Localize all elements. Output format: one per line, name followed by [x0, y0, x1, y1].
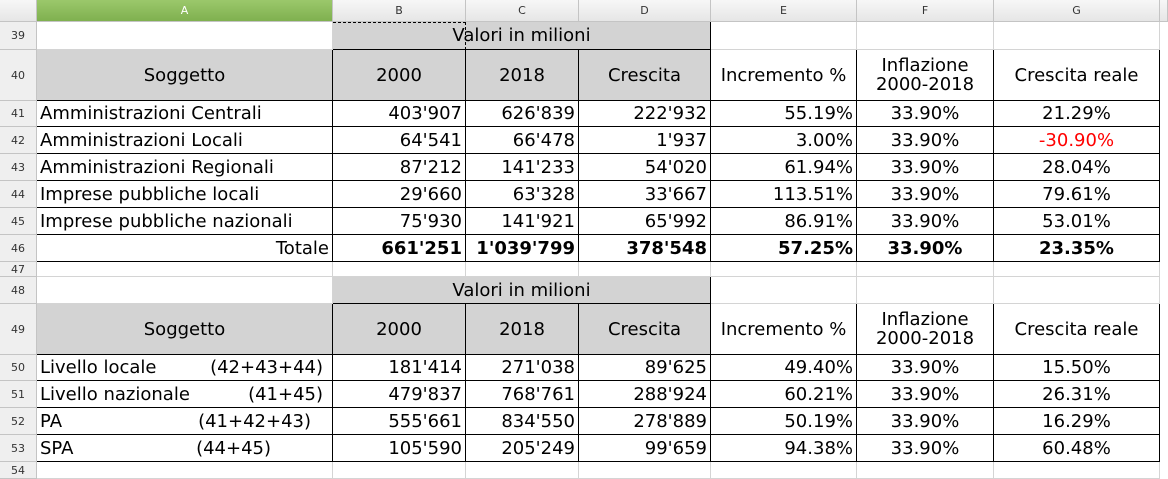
row-header-43[interactable]: 43: [0, 154, 37, 181]
column-header-d[interactable]: D: [579, 0, 711, 22]
value-crescita[interactable]: 54'020: [579, 154, 711, 181]
header-2018-t2[interactable]: 2018: [466, 304, 579, 355]
row-label[interactable]: [37, 435, 333, 462]
row-header-54[interactable]: 54: [0, 462, 37, 479]
header-incremento-t2[interactable]: Incremento %: [711, 304, 857, 355]
row-header-49[interactable]: 49: [0, 304, 37, 355]
header-inflazione-t2[interactable]: [857, 304, 994, 355]
header-incremento-t1[interactable]: Incremento %: [711, 50, 857, 101]
value-incremento[interactable]: 50.19%: [711, 408, 857, 435]
value-2000[interactable]: 105'590: [333, 435, 466, 462]
value-2000[interactable]: 661'251: [333, 235, 466, 262]
header-soggetto-t2[interactable]: Soggetto: [37, 304, 333, 355]
cell-g39[interactable]: [994, 22, 1160, 50]
value-inflazione[interactable]: 33.90%: [857, 127, 994, 154]
value-2000[interactable]: 64'541: [333, 127, 466, 154]
header-inflazione-line2: 2000-2018: [875, 74, 975, 95]
value-2018[interactable]: 626'839: [466, 101, 579, 127]
cell-empty-54[interactable]: [857, 462, 994, 479]
row-label-formula: (41+42+43): [198, 410, 311, 432]
value-incremento[interactable]: 55.19%: [711, 101, 857, 127]
value-crescita-reale[interactable]: 16.29%: [994, 408, 1160, 435]
header-inflazione-line1: Inflazione: [881, 309, 969, 330]
value-2018[interactable]: 271'038: [466, 355, 579, 381]
header-2000-t1[interactable]: 2000: [333, 50, 466, 101]
header-crescita-reale-t1[interactable]: Crescita reale: [994, 50, 1160, 101]
value-2018[interactable]: 768'761: [466, 381, 579, 408]
column-header-g[interactable]: G: [994, 0, 1160, 22]
value-incremento[interactable]: 61.94%: [711, 154, 857, 181]
cell-empty-47[interactable]: [857, 262, 994, 277]
values-title-1[interactable]: Valori in milioni: [333, 22, 711, 50]
value-2018[interactable]: 141'233: [466, 154, 579, 181]
header-inflazione-t1[interactable]: [857, 50, 994, 101]
row-label[interactable]: Totale: [37, 235, 333, 262]
cell-a48[interactable]: [37, 277, 333, 304]
cell-empty-54[interactable]: [579, 462, 711, 479]
value-2018[interactable]: 834'550: [466, 408, 579, 435]
row-header-51[interactable]: 51: [0, 381, 37, 408]
value-inflazione[interactable]: 33.90%: [857, 235, 994, 262]
cell-empty-47[interactable]: [579, 262, 711, 277]
row-header-42[interactable]: 42: [0, 127, 37, 154]
cell-empty-47[interactable]: [37, 262, 333, 277]
value-crescita[interactable]: 65'992: [579, 208, 711, 235]
row-header-46[interactable]: 46: [0, 235, 37, 262]
value-incremento[interactable]: 49.40%: [711, 355, 857, 381]
row-header-52[interactable]: 52: [0, 408, 37, 435]
cell-empty-47[interactable]: [466, 262, 579, 277]
header-crescita-reale-t2[interactable]: Crescita reale: [994, 304, 1160, 355]
cell-e39[interactable]: [711, 22, 857, 50]
row-header-41[interactable]: 41: [0, 101, 37, 127]
value-crescita[interactable]: 278'889: [579, 408, 711, 435]
value-incremento[interactable]: 94.38%: [711, 435, 857, 462]
values-title-2[interactable]: Valori in milioni: [333, 277, 711, 304]
value-crescita[interactable]: 1'937: [579, 127, 711, 154]
value-2018[interactable]: 63'328: [466, 181, 579, 208]
value-2000[interactable]: 75'930: [333, 208, 466, 235]
column-header-a[interactable]: A: [37, 0, 333, 22]
row-header-44[interactable]: 44: [0, 181, 37, 208]
row-label-text: Livello locale: [40, 357, 157, 378]
row-label[interactable]: [37, 381, 333, 408]
column-header-filler: [1160, 0, 1168, 22]
column-header-e[interactable]: E: [711, 0, 857, 22]
value-crescita[interactable]: 33'667: [579, 181, 711, 208]
row-header-39[interactable]: 39: [0, 22, 37, 50]
row-label-text: Livello nazionale: [40, 383, 190, 405]
value-2000[interactable]: 403'907: [333, 101, 466, 127]
column-header-f[interactable]: F: [857, 0, 994, 22]
row-label-formula: (44+45): [196, 437, 271, 459]
value-crescita-reale[interactable]: 23.35%: [994, 235, 1160, 262]
value-2000[interactable]: 29'660: [333, 181, 466, 208]
value-2000[interactable]: 181'414: [333, 355, 466, 381]
value-inflazione[interactable]: 33.90%: [857, 408, 994, 435]
value-inflazione[interactable]: 33.90%: [857, 181, 994, 208]
cell-a39[interactable]: [37, 22, 333, 50]
value-inflazione[interactable]: 33.90%: [857, 435, 994, 462]
value-2000[interactable]: 479'837: [333, 381, 466, 408]
value-inflazione[interactable]: 33.90%: [857, 101, 994, 127]
cell-empty-47[interactable]: [333, 262, 466, 277]
row-label-text: PA: [40, 410, 63, 432]
value-incremento[interactable]: 60.21%: [711, 381, 857, 408]
value-incremento[interactable]: 113.51%: [711, 181, 857, 208]
header-crescita-t1[interactable]: Crescita: [579, 50, 711, 101]
value-crescita[interactable]: 378'548: [579, 235, 711, 262]
value-2018[interactable]: 205'249: [466, 435, 579, 462]
cell-e48[interactable]: [711, 277, 857, 304]
value-inflazione[interactable]: 33.90%: [857, 154, 994, 181]
value-crescita[interactable]: 288'924: [579, 381, 711, 408]
row-label[interactable]: [37, 355, 333, 381]
value-crescita-reale[interactable]: 60.48%: [994, 435, 1160, 462]
value-2018[interactable]: 66'478: [466, 127, 579, 154]
value-incremento[interactable]: 86.91%: [711, 208, 857, 235]
value-incremento[interactable]: 3.00%: [711, 127, 857, 154]
value-crescita-reale[interactable]: 26.31%: [994, 381, 1160, 408]
row-label[interactable]: Amministrazioni Regionali: [37, 154, 333, 181]
value-2018[interactable]: 141'921: [466, 208, 579, 235]
row-header-40[interactable]: 40: [0, 50, 37, 101]
select-all-corner[interactable]: [0, 0, 37, 22]
header-inflazione-line2: 2000-2018: [875, 328, 975, 349]
cell-g48[interactable]: [994, 277, 1160, 304]
value-incremento[interactable]: 57.25%: [711, 235, 857, 262]
row-label[interactable]: Amministrazioni Centrali: [37, 101, 333, 127]
row-label-formula: (41+45): [248, 383, 323, 405]
row-label-text: SPA: [40, 437, 74, 459]
row-label[interactable]: [37, 408, 333, 435]
header-2000-t2[interactable]: 2000: [333, 304, 466, 355]
row-label[interactable]: Imprese pubbliche locali: [37, 181, 333, 208]
value-crescita[interactable]: 89'625: [579, 355, 711, 381]
value-crescita[interactable]: 99'659: [579, 435, 711, 462]
cell-empty-54[interactable]: [994, 462, 1160, 479]
header-2018-t1[interactable]: 2018: [466, 50, 579, 101]
cell-empty-47[interactable]: [994, 262, 1160, 277]
row-label[interactable]: Imprese pubbliche nazionali: [37, 208, 333, 235]
row-label[interactable]: Amministrazioni Locali: [37, 127, 333, 154]
cell-empty-54[interactable]: [711, 462, 857, 479]
value-crescita-reale[interactable]: 28.04%: [994, 154, 1160, 181]
row-header-53[interactable]: 53: [0, 435, 37, 462]
row-header-45[interactable]: 45: [0, 208, 37, 235]
row-label-formula: (42+43+44): [210, 357, 323, 378]
cell-f48[interactable]: [857, 277, 994, 304]
value-crescita[interactable]: 222'932: [579, 101, 711, 127]
row-header-47[interactable]: 47: [0, 262, 37, 277]
row-header-50[interactable]: 50: [0, 355, 37, 381]
cell-empty-54[interactable]: [37, 462, 333, 479]
row-header-48[interactable]: 48: [0, 277, 37, 304]
cell-f39[interactable]: [857, 22, 994, 50]
value-inflazione[interactable]: 33.90%: [857, 355, 994, 381]
value-inflazione[interactable]: 33.90%: [857, 208, 994, 235]
value-2018[interactable]: 1'039'799: [466, 235, 579, 262]
value-crescita-reale[interactable]: 53.01%: [994, 208, 1160, 235]
value-inflazione[interactable]: 33.90%: [857, 381, 994, 408]
cell-empty-47[interactable]: [711, 262, 857, 277]
cell-empty-54[interactable]: [466, 462, 579, 479]
cell-empty-54[interactable]: [333, 462, 466, 479]
header-soggetto-t1[interactable]: Soggetto: [37, 50, 333, 101]
value-crescita-reale[interactable]: 21.29%: [994, 101, 1160, 127]
value-crescita-reale[interactable]: 79.61%: [994, 181, 1160, 208]
column-header-b[interactable]: B: [333, 0, 466, 22]
value-2000[interactable]: 555'661: [333, 408, 466, 435]
value-crescita-reale[interactable]: 15.50%: [994, 355, 1160, 381]
value-crescita-reale[interactable]: -30.90%: [994, 127, 1160, 154]
column-header-c[interactable]: C: [466, 0, 579, 22]
header-crescita-t2[interactable]: Crescita: [579, 304, 711, 355]
value-2000[interactable]: 87'212: [333, 154, 466, 181]
header-inflazione-line1: Inflazione: [881, 55, 969, 76]
